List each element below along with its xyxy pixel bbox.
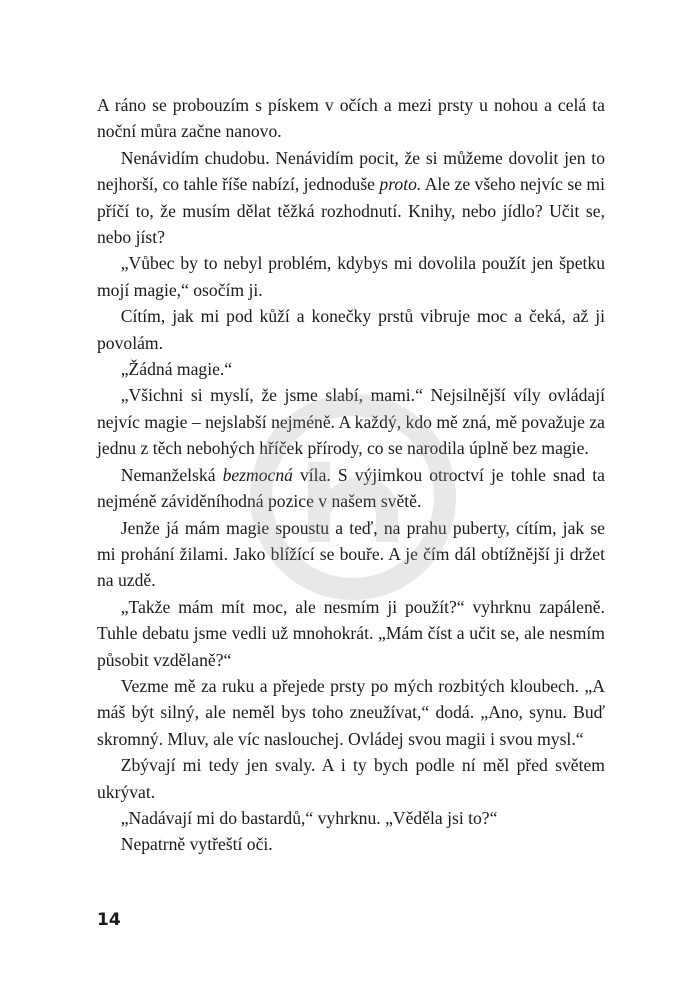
- paragraph-text: Cítím, jak mi pod kůží a konečky prstů vibruje moc a čeká, až ji povolám.: [97, 306, 605, 353]
- paragraph: [97, 462, 605, 515]
- page-number: 14: [97, 910, 121, 930]
- emphasis-text: bezmocná: [222, 464, 293, 485]
- paragraph-text: Zbývají mi tedy jen svaly. A i ty bych podle ní měl před světem ukrývat.: [97, 755, 605, 802]
- paragraph: [97, 594, 605, 673]
- paragraph: [97, 303, 605, 356]
- paragraph: [97, 250, 605, 303]
- paragraph-text: Ale ze všeho nejvíc se mi příčí to, že musím dělat těžká rozhodnutí. Knihy, nebo jídlo? Učit se, nebo jíst?: [97, 174, 605, 248]
- paragraph: [97, 805, 605, 831]
- paragraph: [97, 673, 605, 752]
- body-text: [97, 92, 605, 858]
- emphasis-text: proto.: [379, 174, 422, 195]
- paragraph: [97, 145, 605, 251]
- paragraph: [97, 92, 605, 145]
- paragraph: [97, 356, 605, 382]
- paragraph-text: „Všichni si myslí, že jsme slabí, mami.“ Nejsilnější víly ovládají nejvíc magie – nejslabší nejméně. A každý, kdo mě zná, mě považuje za jednu z těch nebohých hříček přírody, co se narodila úplně bez magie.: [97, 385, 605, 459]
- paragraph-text: Nemanželská: [120, 464, 223, 485]
- paragraph: [97, 831, 605, 857]
- paragraph-text: „Žádná magie.“: [120, 359, 233, 380]
- paragraph-text: Jenže já mám magie spoustu a teď, na prahu puberty, cítím, jak se mi prohání žilami. Jako blížící se bouře. A je čím dál obtížnější ji držet na uzdě.: [97, 517, 605, 591]
- paragraph-text: Nepatrně vytřeští oči.: [120, 834, 273, 855]
- paragraph-text: „Vůbec by to nebyl problém, kdybys mi dovolila použít jen špetku mojí magie,“ osočím ji.: [97, 253, 605, 300]
- paragraph: [97, 515, 605, 594]
- paragraph-text: víla. S výjimkou otroctví je tohle snad ta nejméně záviděníhodná pozice v našem světě.: [97, 464, 605, 512]
- paragraph: [97, 382, 605, 461]
- paragraph: [97, 752, 605, 805]
- paragraph-text: „Nadávají mi do bastardů,“ vyhrknu. „Věděla jsi to?“: [120, 807, 498, 828]
- paragraph-text: Vezme mě za ruku a přejede prsty po mých rozbitých kloubech. „A máš být silný, ale neměl bys toho zneužívat,“ dodá. „Ano, synu. Buď skromný. Mluv, ale víc naslouchej. Ovládej svou magii i svou mysl.“: [97, 675, 605, 749]
- paragraph-text: „Takže mám mít moc, ale nesmím ji použít?“ vyhrknu zapáleně. Tuhle debatu jsme vedli už mnohokrát. „Mám číst a učit se, ale nesmím působit vzdělaně?“: [97, 596, 605, 670]
- paragraph-text: Nenávidím chudobu. Nenávidím pocit, že si můžeme dovolit jen to nejhorší, co tahle říše nabízí, jednoduše: [97, 147, 605, 195]
- paragraph-text: A ráno se probouzím s pískem v očích a mezi prsty u nohou a celá ta noční můra začne nanovo.: [97, 95, 605, 142]
